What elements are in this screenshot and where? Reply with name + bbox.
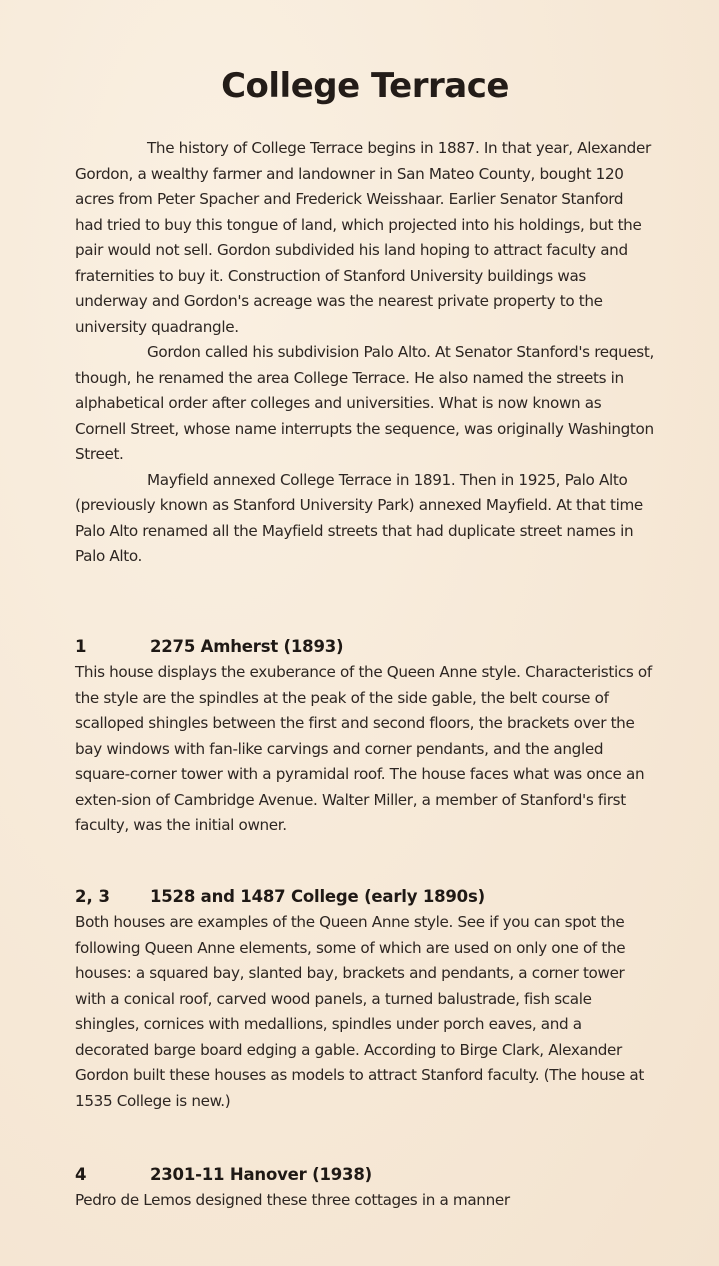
entry-text: This house displays the exuberance of the Queen Anne style. Characteristics of the style are the spindles at the peak of the side gable, the belt course of scalloped shingles between the first and second floors, the brackets over the bay windows with fan-like carvings and corner pendants, and the angled square-corner tower with a pyramidal roof. The house faces what was once an exten-sion of Cambridge Avenue. Walter Miller, a member of Stanford's first faculty, was the initial owner.: [75, 663, 652, 834]
entry-number: 2, 3: [75, 887, 110, 906]
house-entry: [75, 884, 655, 1114]
entry-heading: [75, 1162, 655, 1187]
entry-number: 4: [75, 1165, 87, 1184]
entry-heading: [75, 884, 655, 909]
entry-number: 1: [75, 637, 87, 656]
entry-title: 2301-11 Hanover (1938): [150, 1165, 372, 1184]
entry-heading: [75, 634, 655, 659]
house-entry: [75, 1162, 655, 1214]
entry-title: 1528 and 1487 College (early 1890s): [150, 887, 485, 906]
intro-paragraph: Gordon called his subdivision Palo Alto. At Senator Stanford's request, though, he renamed the area College Terrace. He also named the streets in alphabetical order after colleges and universities. What is now known as Cornell Street, whose name interrupts the sequence, was originally Washington Street.: [75, 343, 654, 463]
intro-paragraph: Mayfield annexed College Terrace in 1891. Then in 1925, Palo Alto (previously known as Stanford University Park) annexed Mayfield. At that time Palo Alto renamed all the Mayfield streets that had duplicate street names in Palo Alto.: [75, 470, 643, 565]
intro-paragraph: The history of College Terrace begins in 1887. In that year, Alexander Gordon, a wealthy farmer and landowner in San Mateo County, bought 120 acres from Peter Spacher and Frederick Weisshaar. Earlier Senator Stanford had tried to buy this tongue of land, which projected into his holdings, but the pair would not sell. Gordon subdivided his land hoping to attract faculty and fraternities to buy it. Construction of Stanford University buildings was underway and Gordon's acreage was the nearest private property to the university quadrangle.: [75, 139, 651, 336]
house-entry: [75, 634, 655, 839]
page-title: College Terrace: [221, 66, 509, 106]
entry-text: Pedro de Lemos designed these three cottages in a manner: [75, 1191, 510, 1209]
entry-title: 2275 Amherst (1893): [150, 637, 344, 656]
intro-section: [75, 136, 655, 570]
entry-text: Both houses are examples of the Queen Anne style. See if you can spot the following Queen Anne elements, some of which are used on only one of the houses: a squared bay, slanted bay, brackets and pendants, a corner tower with a conical roof, carved wood panels, a turned balustrade, fish scale shingles, cornices with medallions, spindles under porch eaves, and a decorated barge board edging a gable. According to Birge Clark, Alexander Gordon built these houses as models to attract Stanford faculty. (The house at 1535 College is new.): [75, 913, 644, 1110]
